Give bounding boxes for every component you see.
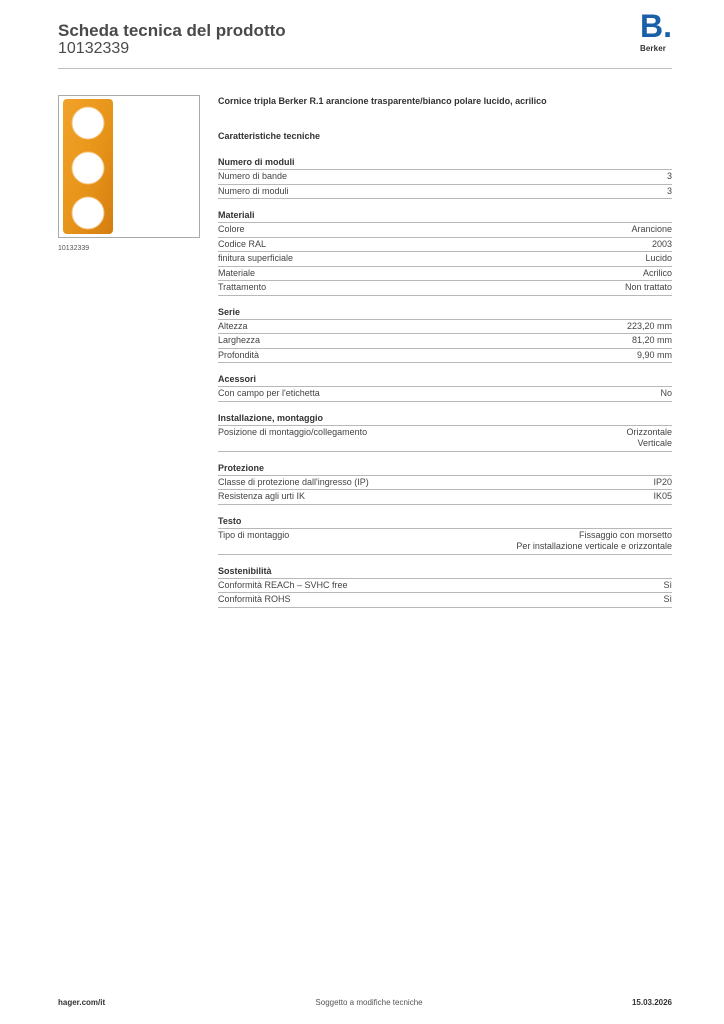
section-title: Materiali: [218, 210, 255, 220]
spec-label: Codice RAL: [218, 238, 267, 249]
spec-label: Numero di bande: [218, 171, 288, 181]
spec-value: No: [660, 388, 672, 398]
spec-section: [218, 462, 672, 505]
frame-opening-3: [72, 197, 104, 229]
product-image: [63, 99, 195, 234]
image-caption: 10132339: [58, 245, 90, 252]
spec-row: [218, 222, 672, 237]
product-code: 10132339: [58, 40, 130, 57]
spec-label: Larghezza: [218, 335, 261, 345]
spec-value: Non trattato: [624, 282, 672, 292]
spec-section: [218, 209, 672, 296]
specs-heading: Caratteristiche tecniche: [218, 131, 321, 141]
spec-label: Altezza: [218, 320, 248, 331]
spec-section: [218, 306, 672, 364]
spec-row: [218, 489, 672, 505]
product-description: Cornice tripla Berker R.1 arancione trasparente/bianco polare lucido, acrilico: [218, 96, 547, 106]
spec-value: 2003: [651, 238, 672, 249]
logo-letter: B.: [640, 8, 672, 44]
footer-website: hager.com/it: [58, 998, 106, 1007]
spec-row: [218, 169, 672, 184]
spec-value: IP20: [653, 476, 672, 487]
spec-row: [218, 184, 672, 200]
spec-value: Orizzontale Verticale: [626, 426, 672, 448]
spec-section: [218, 565, 672, 608]
spec-label: Classe di protezione dall'ingresso (IP): [218, 476, 369, 487]
specs-table: [218, 156, 672, 618]
spec-value: 81,20 mm: [631, 335, 672, 345]
spec-value: Sì: [663, 594, 672, 604]
product-image-frame: [58, 95, 200, 238]
spec-value: Sì: [663, 579, 672, 590]
spec-label: Resistenza agli urti IK: [218, 491, 306, 501]
spec-row: [218, 266, 672, 281]
spec-label: Numero di moduli: [218, 185, 289, 196]
spec-row: [218, 280, 672, 296]
section-title: Testo: [218, 515, 242, 526]
spec-label: Profondità: [218, 349, 260, 360]
section-title: Serie: [218, 306, 241, 317]
section-title: Numero di moduli: [218, 157, 295, 167]
berker-logo: [640, 8, 674, 54]
spec-row: [218, 348, 672, 364]
section-title: Sostenibilità: [218, 565, 272, 576]
section-title: Installazione, montaggio: [218, 412, 324, 423]
spec-row: [218, 425, 672, 452]
spec-label: Con campo per l'etichetta: [218, 388, 320, 398]
frame-opening-2: [72, 152, 104, 184]
spec-value: Arancione: [631, 224, 672, 234]
spec-value: 9,90 mm: [636, 349, 672, 360]
spec-section: [218, 515, 672, 555]
spec-row: [218, 386, 672, 402]
frame-opening-1: [72, 107, 104, 139]
section-title: Acessori: [218, 374, 257, 384]
spec-value: IK05: [653, 491, 672, 501]
spec-value: 223,20 mm: [626, 320, 672, 331]
spec-label: Colore: [218, 224, 245, 234]
spec-row: [218, 251, 672, 266]
spec-label: Tipo di montaggio: [218, 529, 290, 540]
spec-row: [218, 333, 672, 348]
spec-label: Posizione di montaggio/collegamento: [218, 426, 368, 437]
spec-row: [218, 237, 672, 252]
spec-section: [218, 373, 672, 402]
logo-word: Berker: [640, 44, 666, 53]
spec-label: Trattamento: [218, 282, 267, 292]
header-divider: [58, 68, 672, 69]
spec-label: Materiale: [218, 267, 256, 278]
spec-section: [218, 412, 672, 452]
spec-value: Lucido: [645, 253, 672, 263]
spec-section: [218, 156, 672, 199]
spec-label: Conformità REACh – SVHC free: [218, 579, 348, 590]
spec-row: [218, 592, 672, 608]
spec-value: 3: [666, 171, 672, 181]
spec-row: [218, 578, 672, 593]
page-title: Scheda tecnica del prodotto: [58, 21, 286, 40]
section-title: Protezione: [218, 462, 265, 473]
spec-row: [218, 319, 672, 334]
spec-label: Conformità ROHS: [218, 594, 291, 604]
spec-row: [218, 528, 672, 555]
footer-date: 15.03.2026: [631, 998, 672, 1007]
spec-row: [218, 475, 672, 490]
footer-notice: Soggetto a modifiche tecniche: [315, 998, 423, 1007]
spec-value: Acrilico: [642, 267, 672, 278]
spec-label: finitura superficiale: [218, 253, 294, 263]
spec-value: 3: [666, 185, 672, 196]
spec-value: Fissaggio con morsetto Per installazione verticale e orizzontale: [516, 529, 672, 551]
